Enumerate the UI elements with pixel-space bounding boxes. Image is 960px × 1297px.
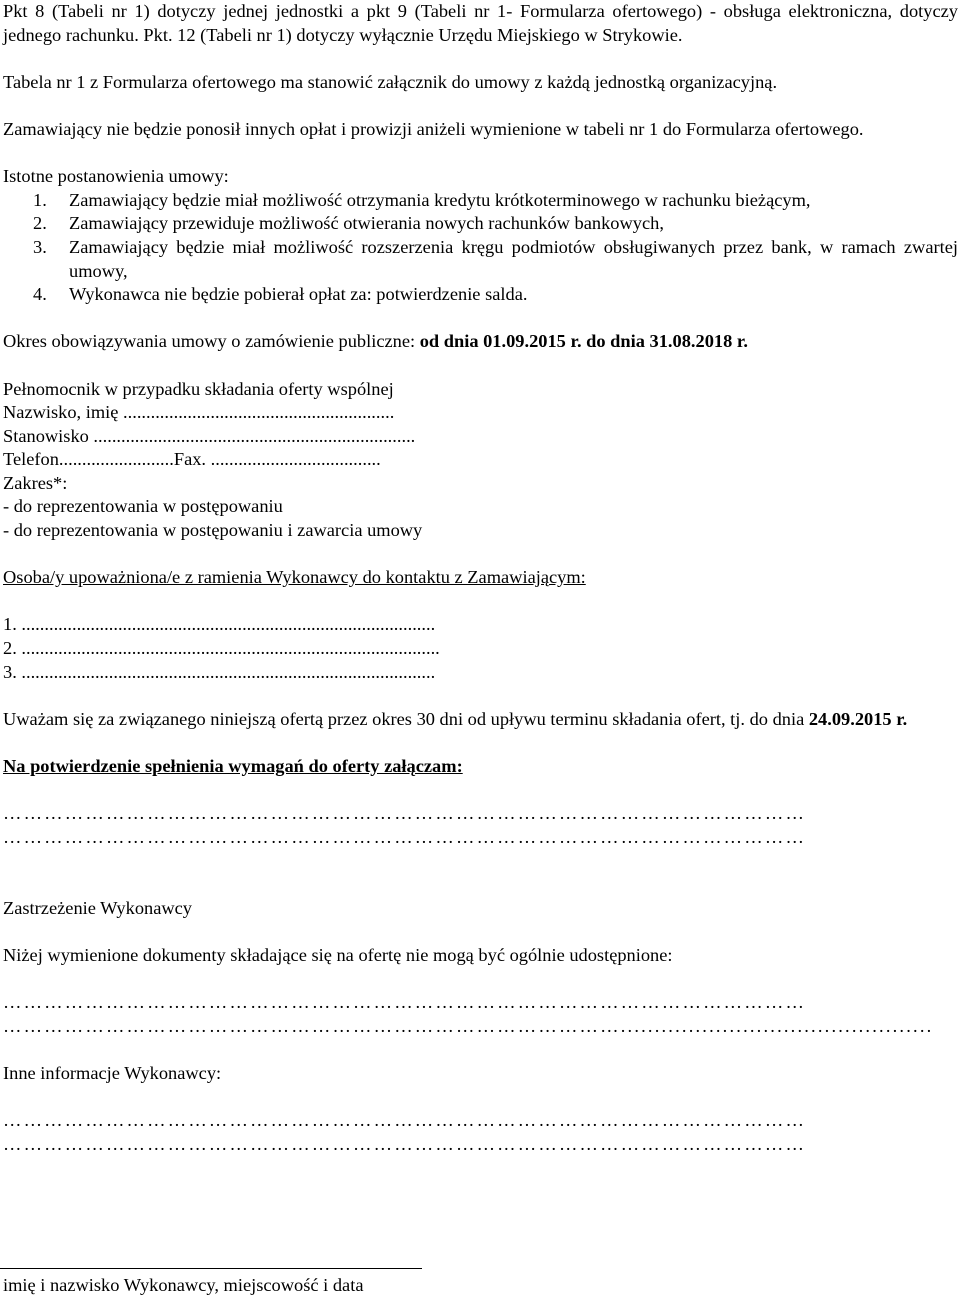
attachments-heading: Na potwierdzenie spełnienia wymagań do oferty załączam: (3, 756, 463, 776)
document-page (3, 0, 958, 1156)
representative-scope-option-1: - do reprezentowania w postępowaniu (3, 496, 283, 517)
signature-label: imię i nazwisko Wykonawcy, miejscowość i data (3, 1275, 364, 1295)
reservation-line-2[interactable]: ……………………………………………………………………………….............................................. (3, 1015, 934, 1036)
contact-line-1[interactable]: 1. .......................................................................................... (3, 614, 436, 635)
representative-heading: Pełnomocnik w przypadku składania oferty wspólnej (3, 378, 394, 399)
representative-scope-option-2: - do reprezentowania w postępowaniu i zawarcia umowy (3, 520, 423, 541)
binding-statement: Uważam się za związanego niniejszą ofertą przez okres 30 dni od upływu terminu składania ofert, tj. do dnia 24.09.2015 r. (3, 708, 908, 729)
provisions-list (3, 189, 958, 307)
other-info-line-1[interactable]: ……………………………………………………………………………………………………… (3, 1109, 807, 1130)
other-info-heading: Inne informacje Wykonawcy: (3, 1062, 222, 1083)
contract-period: Okres obowiązywania umowy o zamówienie publiczne: od dnia 01.09.2015 r. do dnia 31.08.2018 r. (3, 331, 748, 352)
paragraph-fees: Zamawiający nie będzie ponosił innych opłat i prowizji aniżeli wymienione w tabeli nr 1 do Formularza ofertowego. (3, 118, 864, 139)
representative-scope-label: Zakres*: (3, 472, 68, 493)
reservation-text: Niżej wymienione dokumenty składające się na ofertę nie mogą być ogólnie udostępnione: (3, 944, 673, 965)
binding-date: 24.09.2015 r. (808, 708, 908, 729)
representative-position-field[interactable]: Stanowisko ...................................................................... (3, 425, 416, 446)
contact-heading: Osoba/y upoważniona/e z ramienia Wykonawcy do kontaktu z Zamawiającym: (3, 567, 586, 588)
attachments-line-2[interactable]: ……………………………………………………………………………………………………… (3, 826, 807, 847)
provision-item: 3. Zamawiający będzie miał możliwość rozszerzenia kręgu podmiotów obsługiwanych przez bank, w ramach zwartej umowy, (33, 236, 958, 281)
paragraph-table-notes: Pkt 8 (Tabeli nr 1) dotyczy jednej jednostki a pkt 9 (Tabeli nr 1- Formularza ofertowego) - obsługa elektroniczna, dotyczy jednego rachunku. Pkt. 12 (Tabeli nr 1) dotyczy wyłącznie Urzędu Miejskiego w Strykowie. (3, 1, 958, 45)
reservation-line-1[interactable]: ……………………………………………………………………………………………………… (3, 991, 807, 1012)
representative-name-field[interactable]: Nazwisko, imię ........................................................... (3, 402, 395, 423)
signature-line (0, 1268, 422, 1269)
provision-item: 2. Zamawiający przewiduje możliwość otwierania nowych rachunków bankowych, (33, 213, 664, 234)
paragraph-table-attachment: Tabela nr 1 z Formularza ofertowego ma stanowić załącznik do umowy z każdą jednostką organizacyjną. (3, 71, 778, 92)
attachments-line-1[interactable]: ……………………………………………………………………………………………………… (3, 803, 807, 824)
provision-item: 1. Zamawiający będzie miał możliwość otrzymania kredytu krótkoterminowego w rachunku bieżącym, (33, 189, 811, 210)
provision-item: 4. Wykonawca nie będzie pobierał opłat za: potwierdzenie salda. (33, 284, 528, 305)
contract-period-value: od dnia 01.09.2015 r. do dnia 31.08.2018 r. (419, 331, 748, 352)
contact-line-3[interactable]: 3. .......................................................................................... (3, 661, 436, 682)
other-info-line-2[interactable]: ……………………………………………………………………………………………………… (3, 1133, 807, 1154)
provisions-heading: Istotne postanowienia umowy: (3, 166, 229, 187)
reservation-heading: Zastrzeżenie Wykonawcy (3, 897, 193, 918)
representative-phone-field[interactable]: Telefon.........................Fax. ..................................... (3, 449, 381, 470)
contact-line-2[interactable]: 2. ........................................................................................... (3, 638, 440, 659)
